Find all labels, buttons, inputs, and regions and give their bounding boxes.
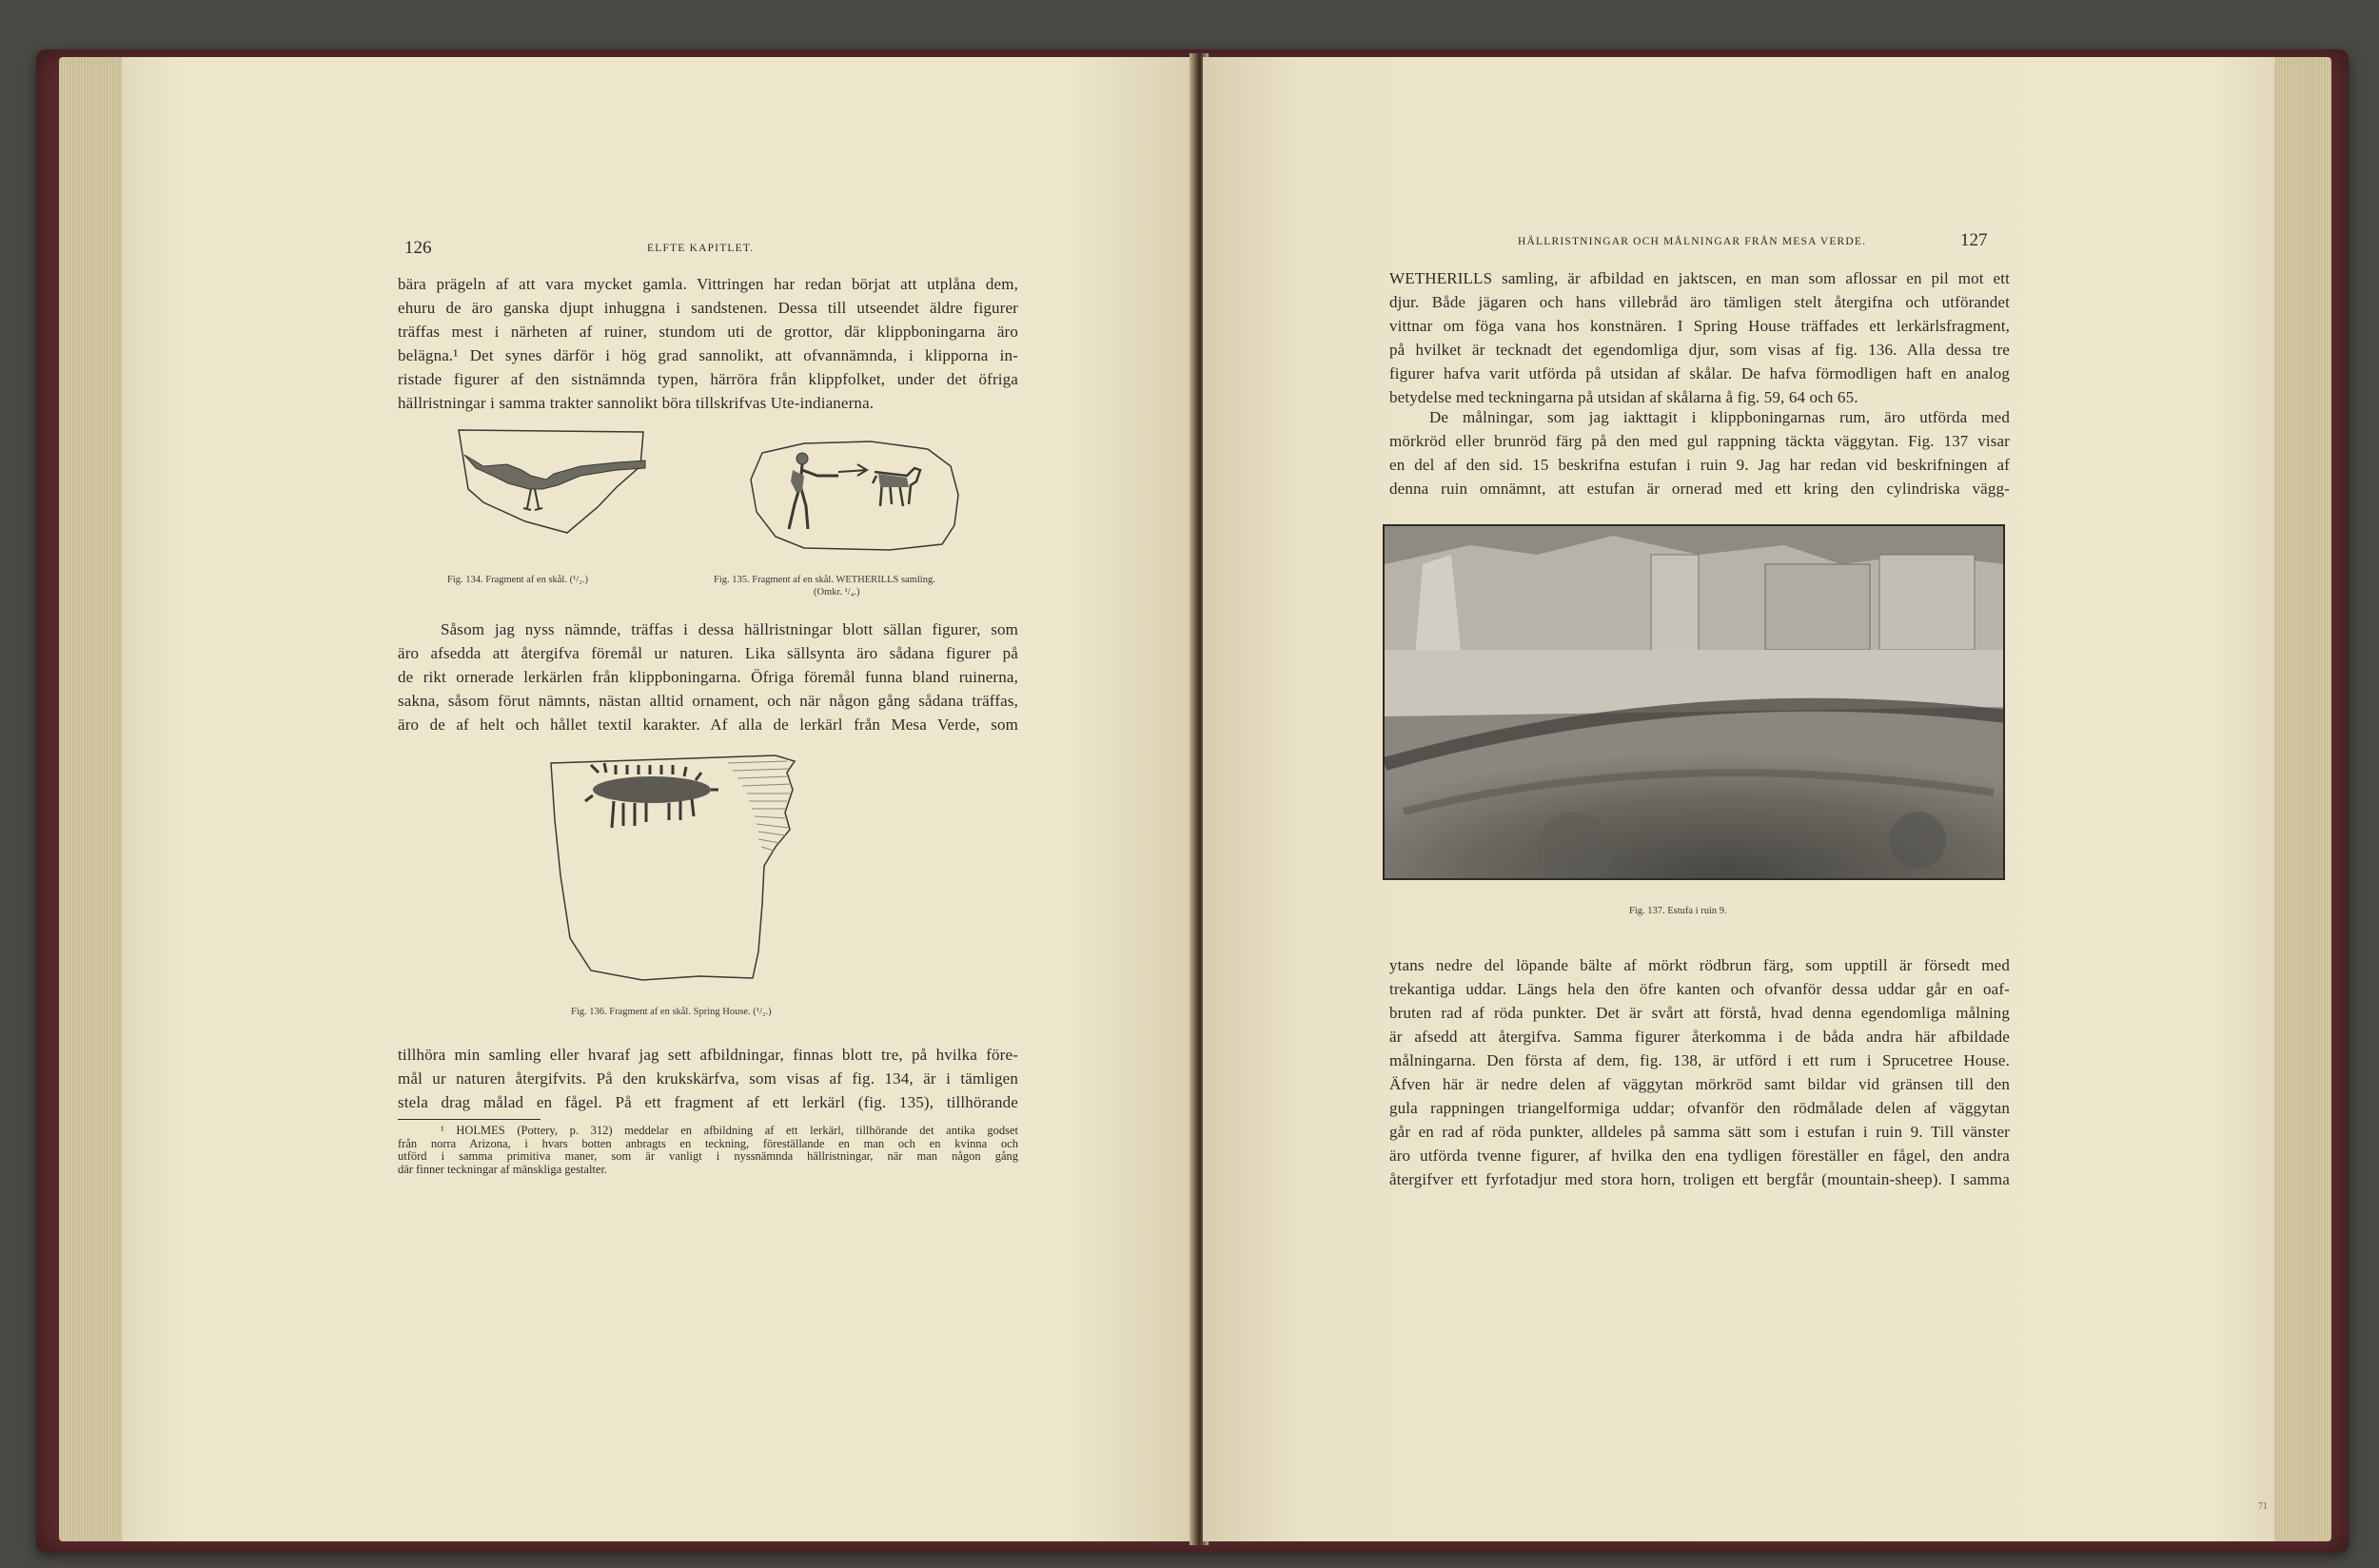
text-line: figurer hafva varit utförda på utsidan af skålar. De hafva förmodligen haft en analog bbox=[1389, 364, 2010, 382]
text-line: äro de af helt och hållet textil karakter. Af alla de lerkärl från Mesa Verde, som bbox=[398, 715, 1018, 734]
text-line: stela drag målad en fågel. På ett fragment af ett lerkärl (fig. 135), tillhörande bbox=[398, 1093, 1018, 1111]
left-paragraph-3 bbox=[398, 1043, 1018, 1114]
footnote-line: ¹ HOLMES (Pottery, p. 312) meddelar en afbildning af ett lerkärl, tillhörande det antika godset bbox=[441, 1124, 1018, 1137]
text-line: belägna.¹ Det synes därför i hög grad sannolikt, att ofvannämnda, i klipporna in- bbox=[398, 346, 1018, 364]
text-line: WETHERILLS samling, är afbildad en jaktscen, en man som aflossar en pil mot ett bbox=[1389, 269, 2010, 287]
fig-137-caption: Fig. 137. Estufa i ruin 9. bbox=[1629, 906, 1727, 916]
left-paragraph-2 bbox=[398, 617, 1018, 736]
text-line: träffas mest i närheten af ruiner, stundom uti de grottor, där klippboningarna äro bbox=[398, 323, 1018, 341]
text-line: denna ruin omnämnt, att estufan är ornerad med ett kring den cylindriska vägg- bbox=[1389, 480, 2010, 498]
text-line: ristade figurer af den sistnämnda typen, härröra från klippfolket, under det öfriga bbox=[398, 370, 1018, 388]
right-paragraph-2 bbox=[1389, 405, 2010, 500]
estufa-photo-image bbox=[1385, 526, 2005, 880]
text-line: återgifver ett fyrfotadjur med stora horn, troligen ett bergfår (mountain-sheep). I samma bbox=[1389, 1170, 2010, 1188]
text-line: De målningar, som jag iakttagit i klippboningarnas rum, äro utförda med bbox=[1429, 408, 2010, 426]
right-paragraph-1 bbox=[1389, 266, 2010, 409]
text-line: ehuru de äro ganska djupt inhuggna i sandstenen. Dessa till utseendet äldre figurer bbox=[398, 299, 1018, 317]
footnote-line: där finner teckningar af mänskliga gestalter. bbox=[398, 1162, 608, 1176]
text-line: trekantiga uddar. Längs hela den öfre kanten och ofvanför dessa uddar går en oaf- bbox=[1389, 980, 2010, 998]
fig-136-caption: Fig. 136. Fragment af en skål. Spring House. (¹/₂.) bbox=[571, 1007, 772, 1017]
footnote-line: utförd i samma primitiva maner, som är vanligt i nyssnämnda hällristningar, när man någon gång bbox=[398, 1149, 1018, 1163]
fig-134-caption: Fig. 134. Fragment af en skål. (¹/₂.) bbox=[447, 575, 588, 585]
text-line: Såsom jag nyss nämnde, träffas i dessa hällristningar blott sällan figurer, som bbox=[441, 620, 1018, 638]
text-line: djur. Både jägaren och hans villebråd äro tämligen stelt återgifna och utförandet bbox=[1389, 293, 2010, 311]
text-line: mörkröd eller brunröd färg på den med gul rappning täckta väggytan. Fig. 137 visar bbox=[1389, 432, 2010, 450]
text-line: betydelse med teckningarna på utsidan af skålarna å fig. 59, 64 och 65. bbox=[1389, 388, 1858, 406]
left-paragraph-1 bbox=[398, 272, 1018, 415]
text-line: sakna, såsom förut nämnts, nästan alltid ornament, och när någon gång sådana träffas, bbox=[398, 692, 1018, 710]
text-line: vittnar om föga vana hos konstnären. I Spring House träffades ett lerkärlsfragment, bbox=[1389, 317, 2010, 335]
fig-137-estufa-photograph bbox=[1383, 524, 2005, 880]
text-line: bära prägeln af att vara mycket gamla. Vittringen har redan börjat att utplåna dem, bbox=[398, 275, 1018, 293]
text-line: på hvilket är tecknadt det egendomliga djur, som visas af fig. 136. Alla dessa tre bbox=[1389, 341, 2010, 359]
left-running-header: ELFTE KAPITLET. bbox=[647, 243, 755, 254]
text-line: äro afsedda att återgifva föremål ur naturen. Lika sällsynta äro sådana figurer på bbox=[398, 644, 1018, 662]
page-corner-mark: 71 bbox=[2258, 1501, 2268, 1512]
text-line: hällristningar i samma trakter sannolikt böra tillskrifvas Ute-indianerna. bbox=[398, 394, 875, 412]
fig-135-caption-line-1: Fig. 135. Fragment af en skål. WETHERILLS samling. bbox=[714, 575, 935, 585]
text-line: målningarna. Den första af dem, fig. 138, är utförd i ett rum i Sprucetree House. bbox=[1389, 1051, 2010, 1069]
text-line: mål ur naturen återgifvits. På den krukskärfva, som visas af fig. 134, är i tämligen bbox=[398, 1069, 1018, 1088]
fig-135-caption-line-2: (Omkr. ¹/₄.) bbox=[814, 587, 860, 598]
text-line: Äfven här är nedre delen af väggytan mörkröd samt bildar vid gränsen till den bbox=[1389, 1075, 2010, 1093]
left-page-number: 126 bbox=[404, 238, 432, 258]
footnote-line: från norra Arizona, i hvars botten anbragts en teckning, föreställande en man och en kvinna och bbox=[398, 1136, 1018, 1150]
text-line: de rikt ornerade lerkärlen från klippboningarna. Öfriga föremål funna bland ruinerna, bbox=[398, 668, 1018, 686]
right-running-header: HÄLLRISTNINGAR OCH MÅLNINGAR FRÅN MESA VERDE. bbox=[1518, 236, 1867, 247]
right-paragraph-3 bbox=[1389, 953, 2010, 1191]
fig-135-hunting-sherd bbox=[747, 438, 961, 552]
text-line: en del af den sid. 15 beskrifna estufan i ruin 9. Jag har redan vid beskrifningen af bbox=[1389, 456, 2010, 474]
fig-134-bird-sherd bbox=[455, 426, 650, 539]
fig-136-animal-sherd bbox=[547, 752, 871, 985]
footnote-rule bbox=[398, 1119, 541, 1120]
text-line: äro utförda tvenne figurer, af hvilka den ena tydligen föreställer en fågel, den andra bbox=[1389, 1147, 2010, 1165]
text-line: är afsedd att återgifva. Samma figurer återkomma i de båda andra här afbildade bbox=[1389, 1028, 2010, 1046]
text-line: gula rappningen triangelformiga uddar; ofvanför den rödmålade delen af väggytan bbox=[1389, 1099, 2010, 1117]
text-line: tillhöra min samling eller hvaraf jag sett afbildningar, finnas blott tre, på hvilka före- bbox=[398, 1046, 1018, 1064]
text-line: ytans nedre del löpande bälte af mörkt rödbrun färg, som upptill är försedt med bbox=[1389, 956, 2010, 974]
text-line: bruten rad af röda punkter. Det är svårt att förstå, hvad denna egendomliga målning bbox=[1389, 1004, 2010, 1022]
left-footnote bbox=[398, 1125, 1018, 1176]
text-line: går en rad af röda punkter, alldeles på samma sätt som i estufan i ruin 9. Till vänster bbox=[1389, 1123, 2010, 1141]
page-edges-left bbox=[59, 57, 126, 1541]
right-page-number: 127 bbox=[1960, 230, 1988, 250]
page-edges-right bbox=[2265, 57, 2331, 1541]
